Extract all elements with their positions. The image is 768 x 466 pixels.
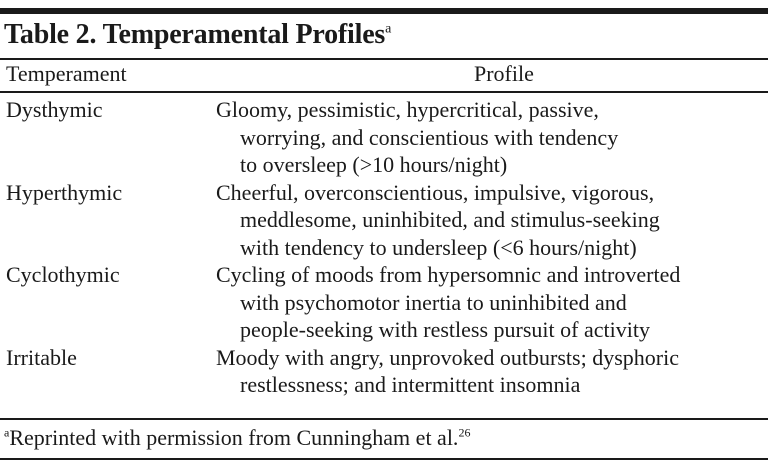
title-footnote-marker: a [385, 21, 392, 37]
footnote-reference: 26 [458, 425, 471, 440]
header-bottom-rule [0, 91, 768, 93]
profile-line: with psychomotor inertia to uninhibited and [240, 289, 627, 315]
profile-line: Moody with angry, unprovoked outbursts; dysphoric [216, 344, 679, 370]
profile-line: Cheerful, overconscientious, impulsive, vigorous, [216, 179, 655, 205]
profile-line: with tendency to undersleep (<6 hours/night) [240, 234, 637, 260]
temperament-cell: Hyperthymic [6, 179, 123, 205]
table-row [0, 96, 768, 179]
profile-line: restlessness; and intermittent insomnia [240, 372, 581, 397]
footnote-text: Reprinted with permission from Cunningham et al. [9, 425, 459, 450]
footnote-marker: a [4, 425, 10, 440]
profile-line: to oversleep (>10 hours/night) [240, 152, 508, 177]
footer-top-rule [0, 418, 768, 420]
table-row [0, 261, 768, 344]
top-rule [0, 8, 768, 14]
profile-cell [216, 96, 764, 179]
profile-line: people-seeking with restless pursuit of activity [240, 317, 650, 342]
table-footnote [4, 423, 470, 453]
temperament-cell: Irritable [6, 344, 77, 370]
profile-cell [216, 344, 764, 399]
profile-line: Gloomy, pessimistic, hypercritical, passive, [216, 97, 599, 122]
temperament-cell: Dysthymic [6, 97, 103, 122]
profile-line: meddlesome, uninhibited, and stimulus-seeking [240, 207, 660, 232]
table-row [0, 179, 768, 262]
profile-line: worrying, and conscientious with tendency [240, 124, 619, 150]
column-header-profile: Profile [474, 61, 534, 86]
table-row [0, 344, 768, 399]
profile-line: Cycling of moods from hypersomnic and introverted [216, 262, 681, 287]
table-title [4, 17, 391, 53]
temperament-cell: Cyclothymic [6, 262, 120, 287]
footer-bottom-rule [0, 458, 768, 460]
column-header-temperament: Temperament [6, 61, 127, 86]
profile-cell [216, 261, 764, 344]
profile-cell [216, 179, 764, 262]
table-body [0, 96, 768, 399]
table-title-text: Table 2. Temperamental Profiles [4, 19, 386, 50]
